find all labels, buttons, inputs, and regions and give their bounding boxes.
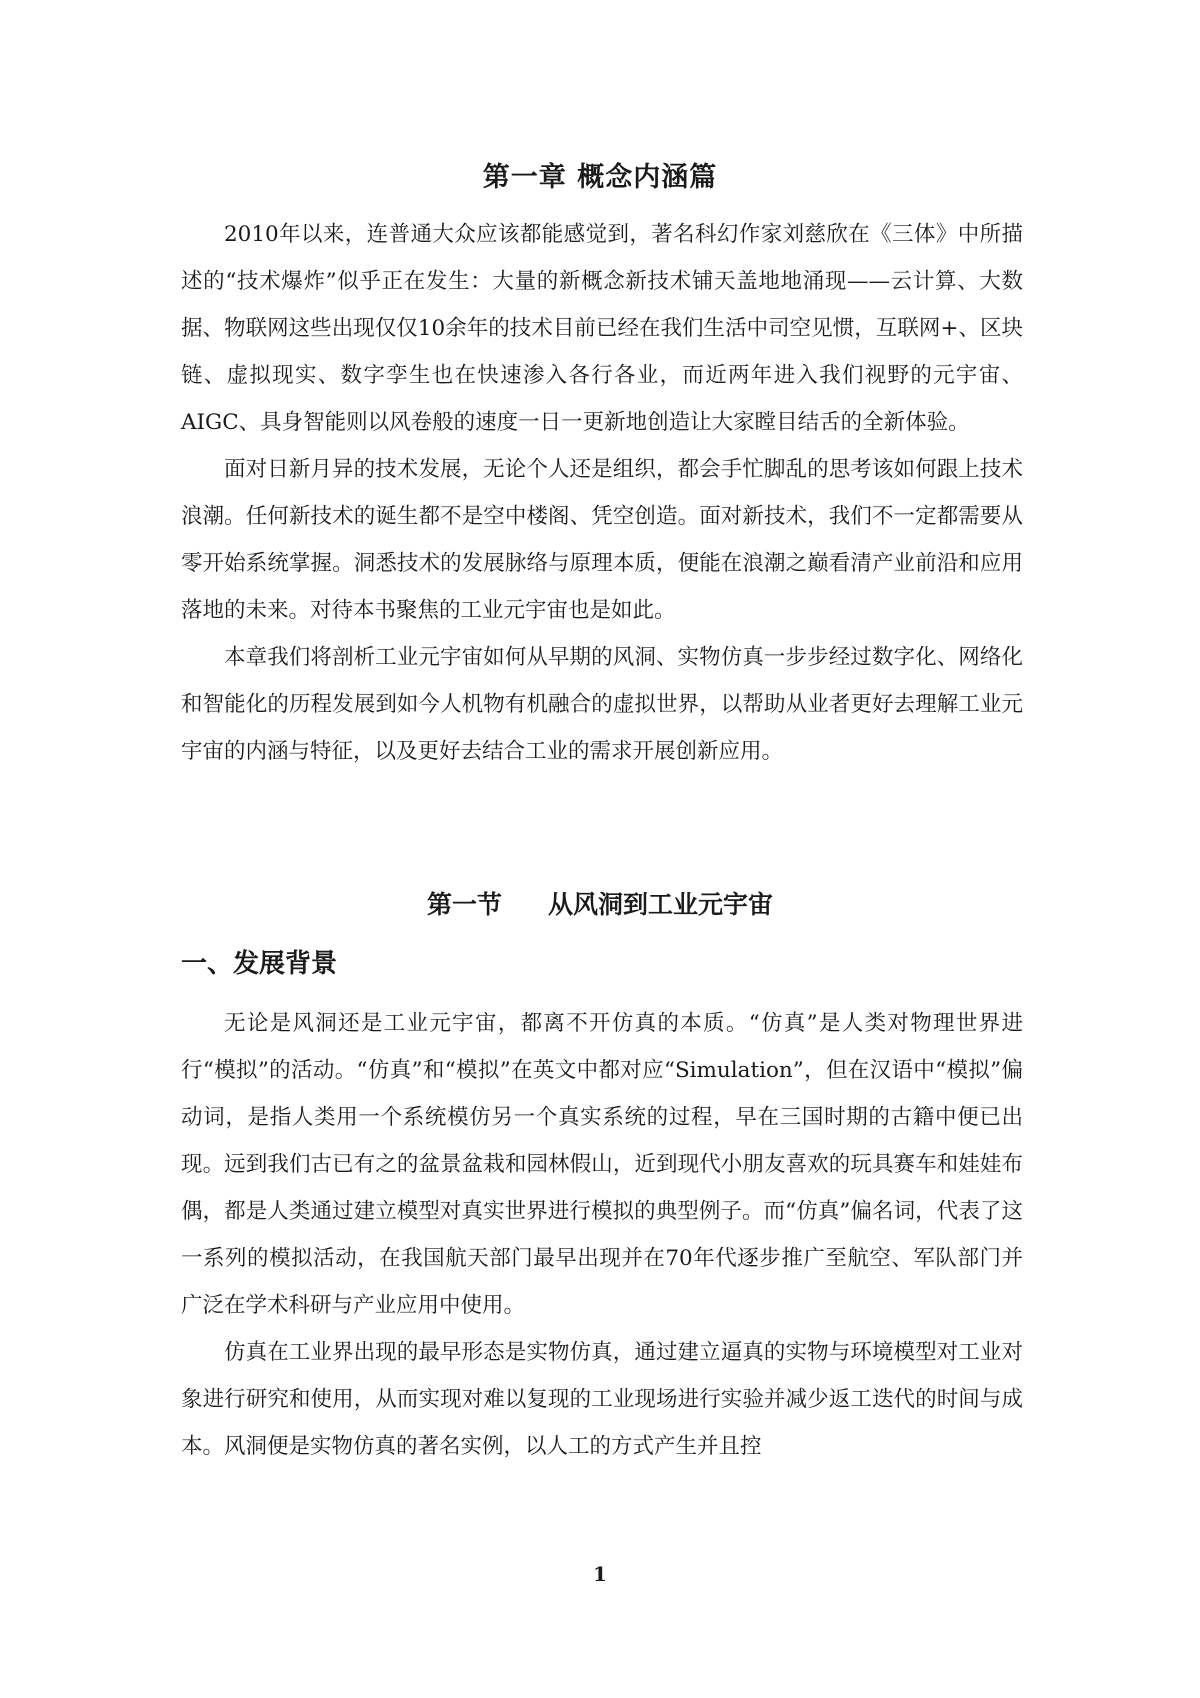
section-heading bbox=[0, 888, 1200, 922]
chapter-title: 第一章 概念内涵篇 bbox=[482, 162, 718, 193]
background-paragraph-1: 无论是风洞还是工业元宇宙，都离不开仿真的本质。“仿真”是人类对物理世界进行“模拟”的活动。“仿真”和“模拟”在英文中都对应“Simulation”，但在汉语中“模拟”偏动词，是指人类用一个系统模仿另一个真实系统的过程，早在三国时期的古籍中便已出现。远到我们古已有之的盆景盆栽和园林假山，近到现代小朋友喜欢的玩具赛车和娃娃布偶，都是人类通过建立模型对真实世界进行模拟的典型例子。而“仿真”偏名词，代表了这一系列的模拟活动，在我国航天部门最早出现并在70年代逐步推广至航空、军队部门并广泛在学术科研与产业应用中使用。 bbox=[181, 1011, 1023, 1318]
subsection-heading: 一、发展背景 bbox=[181, 949, 338, 979]
page-number: 1 bbox=[593, 1562, 607, 1586]
section-label: 第一节 bbox=[426, 890, 502, 919]
intro-paragraph-2: 面对日新月异的技术发展，无论个人还是组织，都会手忙脚乱的思考该如何跟上技术浪潮。任何新技术的诞生都不是空中楼阁、凭空创造。面对新技术，我们不一定都需要从零开始系统掌握。洞悉技术的发展脉络与原理本质，便能在浪潮之巅看清产业前沿和应用落地的未来。对待本书聚焦的工业元宇宙也是如此。 bbox=[181, 457, 1023, 623]
intro-paragraph-3: 本章我们将剖析工业元宇宙如何从早期的风洞、实物仿真一步步经过数字化、网络化和智能化的历程发展到如今人机物有机融合的虚拟世界，以帮助从业者更好去理解工业元宇宙的内涵与特征，以及更好去结合工业的需求开展创新应用。 bbox=[181, 645, 1023, 764]
intro-paragraph-1: 2010年以来，连普通大众应该都能感觉到，著名科幻作家刘慈欣在《三体》中所描述的“技术爆炸”似乎正在发生：大量的新概念新技术铺天盖地地涌现——云计算、大数据、物联网这些出现仅仅10余年的技术目前已经在我们生活中司空见惯，互联网+、区块链、虚拟现实、数字孪生也在快速渗入各行各业，而近两年进入我们视野的元宇宙、AIGC、具身智能则以风卷般的速度一日一更新地创造让大家瞠目结舌的全新体验。 bbox=[181, 222, 1023, 435]
section-title: 从风洞到工业元宇宙 bbox=[548, 890, 774, 919]
intro-section bbox=[181, 211, 1023, 775]
background-section bbox=[181, 1000, 1023, 1470]
background-paragraph-2: 仿真在工业界出现的最早形态是实物仿真，通过建立逼真的实物与环境模型对工业对象进行研究和使用，从而实现对难以复现的工业现场进行实验并减少返工迭代的时间与成本。风洞便是实物仿真的著名实例，以人工的方式产生并且控 bbox=[181, 1340, 1023, 1459]
